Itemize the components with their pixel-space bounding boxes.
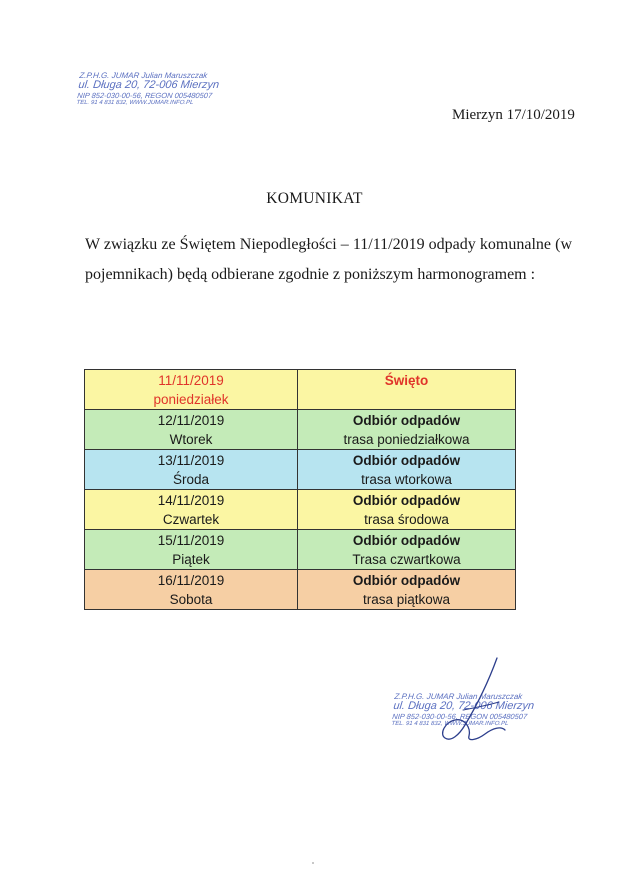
row-day: Czwartek: [162, 512, 220, 527]
document-date: Mierzyn 17/10/2019: [452, 107, 575, 123]
row-day: Piątek: [172, 552, 210, 567]
row-title: Odbiór odpadów: [352, 573, 461, 588]
table-row: [85, 450, 516, 490]
row-title: Odbiór odpadów: [352, 453, 461, 468]
stamp-contact: TEL. 91 4 831 832, WWW.JUMAR.INFO.PL: [391, 720, 509, 727]
scan-speck: [312, 862, 314, 864]
date-cell: [85, 410, 298, 450]
table-row: [85, 530, 516, 570]
row-date: 14/11/2019: [157, 493, 225, 508]
table-row: [85, 570, 516, 610]
date-cell: [85, 490, 298, 530]
row-date: 11/11/2019: [158, 373, 224, 388]
row-day: Wtorek: [169, 432, 213, 447]
row-route: trasa środowa: [364, 512, 449, 527]
row-day: Środa: [172, 472, 210, 487]
date-cell: [85, 570, 298, 610]
stamp-address: ul. Długa 20, 72-006 Mierzyn: [392, 700, 535, 713]
info-cell: [298, 530, 516, 570]
row-title: Odbiór odpadów: [352, 533, 461, 548]
info-cell: [298, 370, 516, 410]
company-stamp-top: [76, 72, 220, 106]
row-title: Odbiór odpadów: [352, 493, 461, 508]
table-row: [85, 410, 516, 450]
row-date: 13/11/2019: [157, 453, 225, 468]
document-title: KOMUNIKAT: [266, 190, 363, 207]
row-day: Sobota: [169, 592, 213, 607]
stamp-company-name: Z.P.H.G. JUMAR Julian Maruszczak: [393, 692, 523, 701]
row-route: Trasa czwartkowa: [352, 552, 461, 567]
date-cell: [85, 450, 298, 490]
row-date: 12/11/2019: [157, 413, 225, 428]
row-route: trasa piątkowa: [362, 592, 451, 607]
info-cell: [298, 410, 516, 450]
stamp-company-name: Z.P.H.G. JUMAR Julian Maruszczak: [78, 71, 208, 80]
stamp-nip-regon: NIP 852-030-00-56, REGON 005480507: [391, 711, 528, 721]
info-cell: [298, 490, 516, 530]
row-date: 15/11/2019: [157, 533, 225, 548]
row-title: Odbiór odpadów: [352, 413, 461, 428]
handwritten-signature: [415, 650, 525, 745]
row-route: trasa wtorkowa: [361, 472, 452, 487]
table-row: [85, 490, 516, 530]
info-cell: [298, 450, 516, 490]
row-day: poniedziałek: [153, 392, 229, 407]
collection-schedule-table: [84, 369, 516, 610]
row-date: 16/11/2019: [157, 573, 225, 588]
date-cell: [85, 370, 298, 410]
stamp-address: ul. Długa 20, 72-006 Mierzyn: [77, 79, 220, 92]
stamp-nip-regon: NIP 852-030-00-56, REGON 005480507: [76, 90, 213, 100]
info-cell: [298, 570, 516, 610]
row-route: trasa poniedziałkowa: [343, 432, 470, 447]
table-row: [85, 370, 516, 410]
row-title: Święto: [384, 373, 429, 388]
announcement-text: W związku ze Świętem Niepodległości – 11/11/2019 odpady komunalne (w pojemnikach) będą odbierane zgodnie z poniższym harmonogramem :: [85, 236, 572, 283]
stamp-contact: TEL. 91 4 831 832, WWW.JUMAR.INFO.PL: [76, 99, 194, 106]
date-cell: [85, 530, 298, 570]
announcement-body: [85, 230, 572, 290]
